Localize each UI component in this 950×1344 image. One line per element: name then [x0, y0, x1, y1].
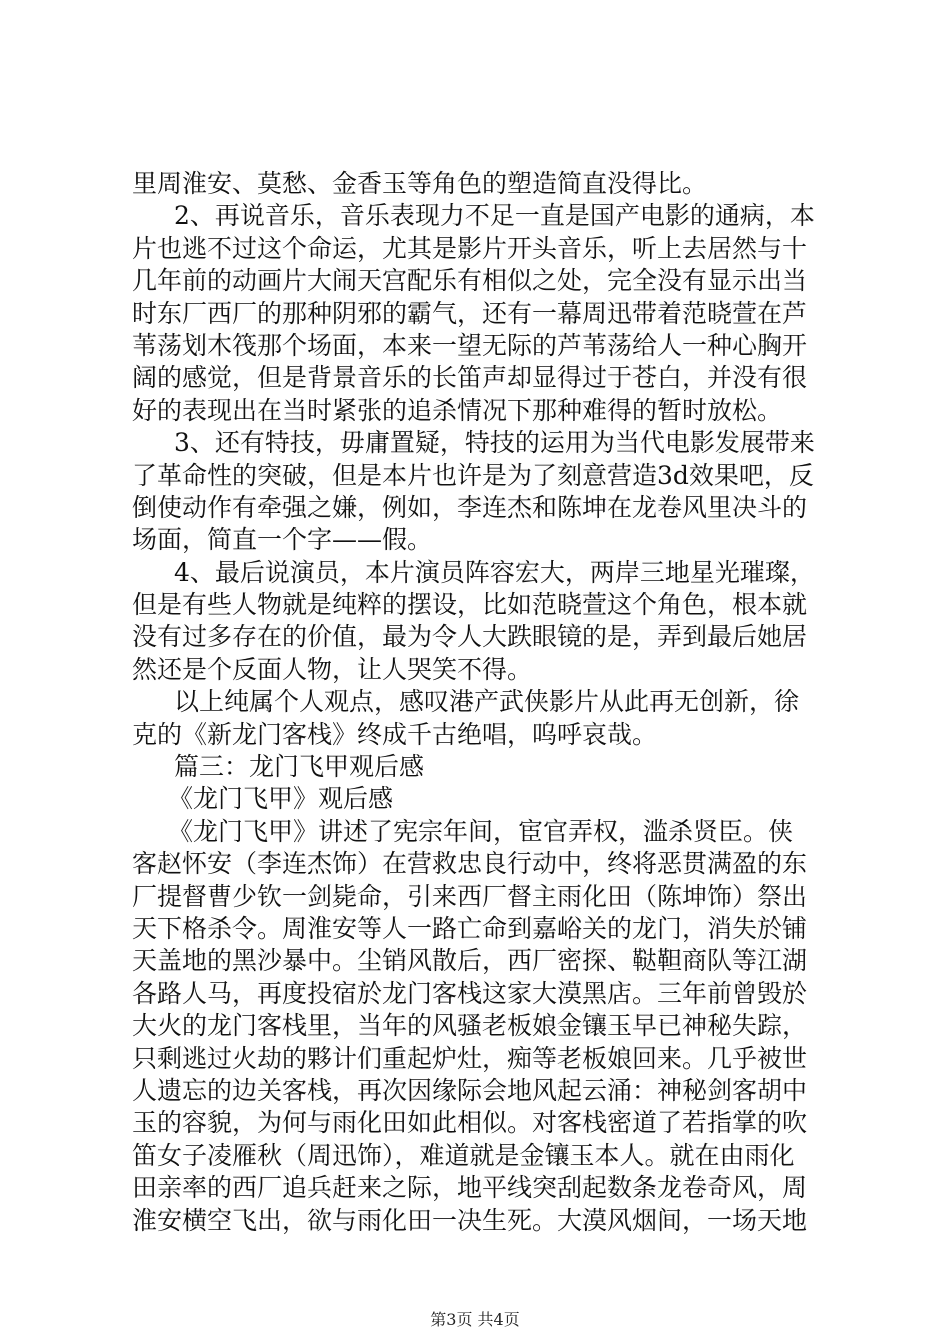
text-line: 倒使动作有牵强之嫌，例如，李连杰和陈坤在龙卷风里决斗的	[132, 492, 808, 522]
text-line: 大火的龙门客栈里，当年的风骚老板娘金镶玉早已神秘失踪，	[132, 1011, 808, 1041]
section-heading: 篇三：龙门飞甲观后感	[174, 752, 425, 782]
text-line: 时东厂西厂的那种阴邪的霸气，还有一幕周迅带着范晓萱在芦	[132, 298, 808, 328]
text-line: 2、再说音乐，音乐表现力不足一直是国产电影的通病，本	[174, 201, 815, 231]
text-line: 客赵怀安（李连杰饰）在营救忠良行动中，终将恶贯满盈的东	[132, 849, 808, 879]
text-line: 天下格杀令。周淮安等人一路亡命到嘉峪关的龙门，消失於铺	[132, 913, 808, 943]
text-line: 玉的容貌，为何与雨化田如此相似。对客栈密道了若指掌的吹	[132, 1108, 808, 1138]
text-line: 以上纯属个人观点，感叹港产武侠影片从此再无创新，徐	[174, 687, 800, 717]
text-line: 克的《新龙门客栈》终成千古绝唱，呜呼哀哉。	[132, 719, 658, 749]
text-line: 只剩逃过火劫的夥计们重起炉灶，痴等老板娘回来。几乎被世	[132, 1043, 808, 1073]
text-line: 里周淮安、莫愁、金香玉等角色的塑造简直没得比。	[132, 169, 708, 198]
text-line: 苇荡划木筏那个场面，本来一望无际的芦苇荡给人一种心胸开	[132, 330, 808, 360]
text-line: 3、还有特技，毋庸置疑，特技的运用为当代电影发展带来	[174, 428, 815, 458]
text-line: 几年前的动画片大闹天宫配乐有相似之处，完全没有显示出当	[132, 266, 808, 296]
text-line: 场面，简直一个字——假。	[132, 525, 433, 555]
text-line: 然还是个反面人物，让人哭笑不得。	[132, 654, 533, 684]
text-line: 厂提督曹少钦一剑毙命，引来西厂督主雨化田（陈坤饰）祭出	[132, 881, 808, 911]
text-line: 但是有些人物就是纯粹的摆设，比如范晓萱这个角色，根本就	[132, 590, 808, 620]
text-line: 天盖地的黑沙暴中。尘销风散后，西厂密探、鞑靼商队等江湖	[132, 946, 808, 976]
text-line: 没有过多存在的价值，最为令人大跌眼镜的是，弄到最后她居	[132, 622, 808, 652]
text-line: 4、最后说演员，本片演员阵容宏大，两岸三地星光璀璨，	[174, 557, 815, 587]
body-text	[132, 168, 832, 1237]
article-title: 《龙门飞甲》观后感	[168, 784, 394, 814]
text-line: 了革命性的突破，但是本片也许是为了刻意营造3d效果吧，反	[132, 460, 814, 490]
text-line: 笛女子凌雁秋（周迅饰），难道就是金镶玉本人。就在由雨化	[132, 1140, 795, 1170]
text-line: 阔的感觉，但是背景音乐的长笛声却显得过于苍白，并没有很	[132, 363, 808, 393]
text-line: 《龙门飞甲》讲述了宪宗年间，宦官弄权，滥杀贤臣。侠	[168, 816, 794, 846]
text-line: 田亲率的西厂追兵赶来之际，地平线突刮起数条龙卷奇风，周	[132, 1173, 808, 1203]
page-number-footer: 第3页 共4页	[430, 1310, 520, 1329]
text-line: 片也逃不过这个命运，尤其是影片开头音乐，听上去居然与十	[132, 233, 808, 263]
text-line: 各路人马，再度投宿於龙门客栈这家大漠黑店。三年前曾毁於	[132, 978, 808, 1008]
text-line: 淮安横空飞出，欲与雨化田一决生死。大漠风烟间，一场天地	[132, 1205, 808, 1235]
text-line: 人遗忘的边关客栈，再次因缘际会地风起云涌：神秘剑客胡中	[132, 1075, 808, 1105]
text-line: 好的表现出在当时紧张的追杀情况下那种难得的暂时放松。	[132, 395, 783, 425]
